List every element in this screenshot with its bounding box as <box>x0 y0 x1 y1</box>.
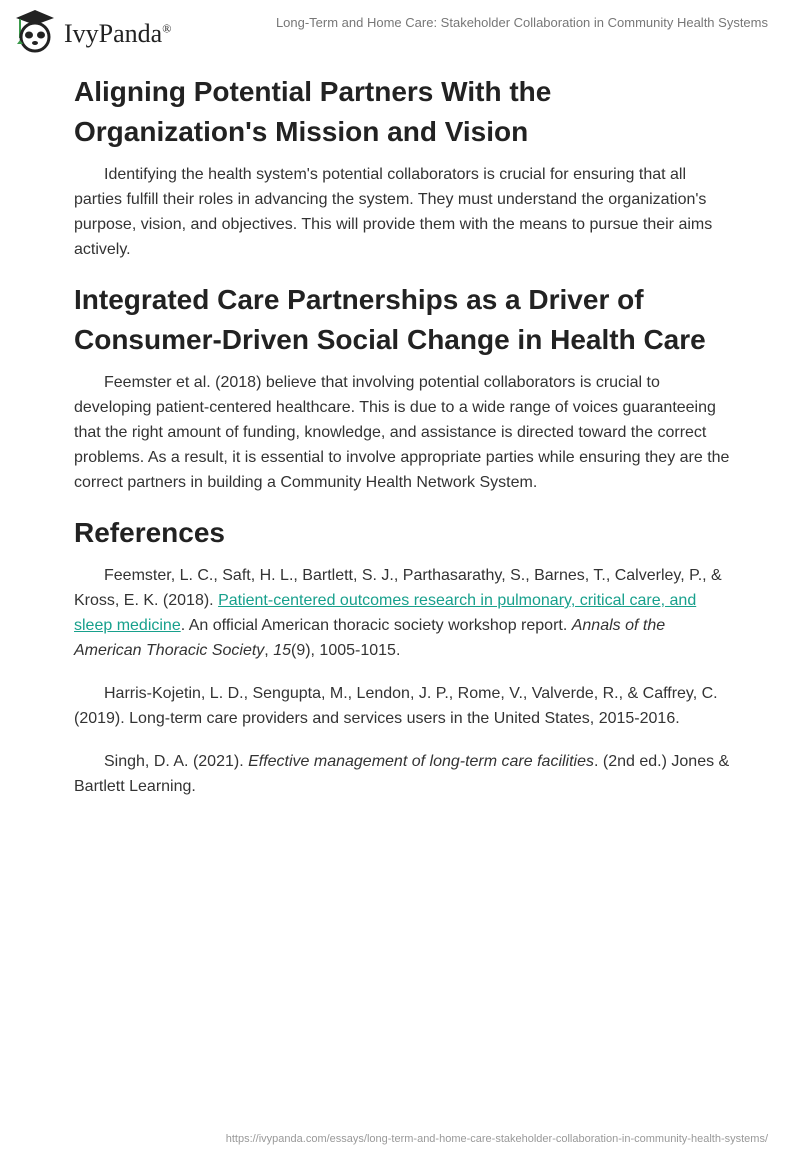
section-heading: Integrated Care Partnerships as a Driver of Consumer-Driven Social Change in Health Care <box>74 284 706 355</box>
section-paragraph: Feemster et al. (2018) believe that involving potential collaborators is crucial to developing patient-centered healthcare. This is due to a wide range of voices guaranteeing that the right amount of funding, knowledge, and assistance is directed toward the correct problems. As a result, it is essential to involve appropriate parties while ensuring they are the correct partners in building a Community Health Network System. <box>74 374 730 491</box>
source-url: https://ivypanda.com/essays/long-term-and-home-care-stakeholder-collaboration-in-community-health-systems/ <box>225 1133 768 1145</box>
reference-item: Singh, D. A. (2021). Effective management of long-term care facilities. (2nd ed.) Jones & Bartlett Learning. <box>74 753 730 795</box>
section-heading: Aligning Potential Partners With the Organization's Mission and Vision <box>74 76 552 147</box>
logo-text: IvyPanda® <box>64 19 172 48</box>
document-title: Long-Term and Home Care: Stakeholder Collaboration in Community Health Systems <box>275 15 768 30</box>
references-heading: References <box>74 517 225 548</box>
reference-link[interactable]: Patient-centered outcomes research in pulmonary, critical care, and sleep medicine <box>74 592 697 634</box>
reference-item: Feemster, L. C., Saft, H. L., Bartlett, S. J., Parthasarathy, S., Barnes, T., Calverley, P., & Kross, E. K. (2018). Patient-centered outcomes research in pulmonary, critical care, and sleep medicine. An official American thoracic society workshop report. Annals of the American Thoracic Society, 15(9), 1005-1015. <box>74 567 722 659</box>
ivypanda-logo[interactable] <box>12 8 171 54</box>
section-paragraph: Identifying the health system's potential collaborators is crucial for ensuring that all parties fulfill their roles in advancing the system. They must understand the organization's purpose, vision, and objectives. This will provide them with the means to pursue their aims actively. <box>74 166 713 258</box>
reference-item: Harris-Kojetin, L. D., Sengupta, M., Lendon, J. P., Rome, V., Valverde, R., & Caffrey, C. (2019). Long-term care providers and services users in the United States, 2015-2016. <box>74 685 718 727</box>
article <box>74 72 734 817</box>
panda-graduate-icon <box>12 8 58 54</box>
header <box>0 0 800 60</box>
